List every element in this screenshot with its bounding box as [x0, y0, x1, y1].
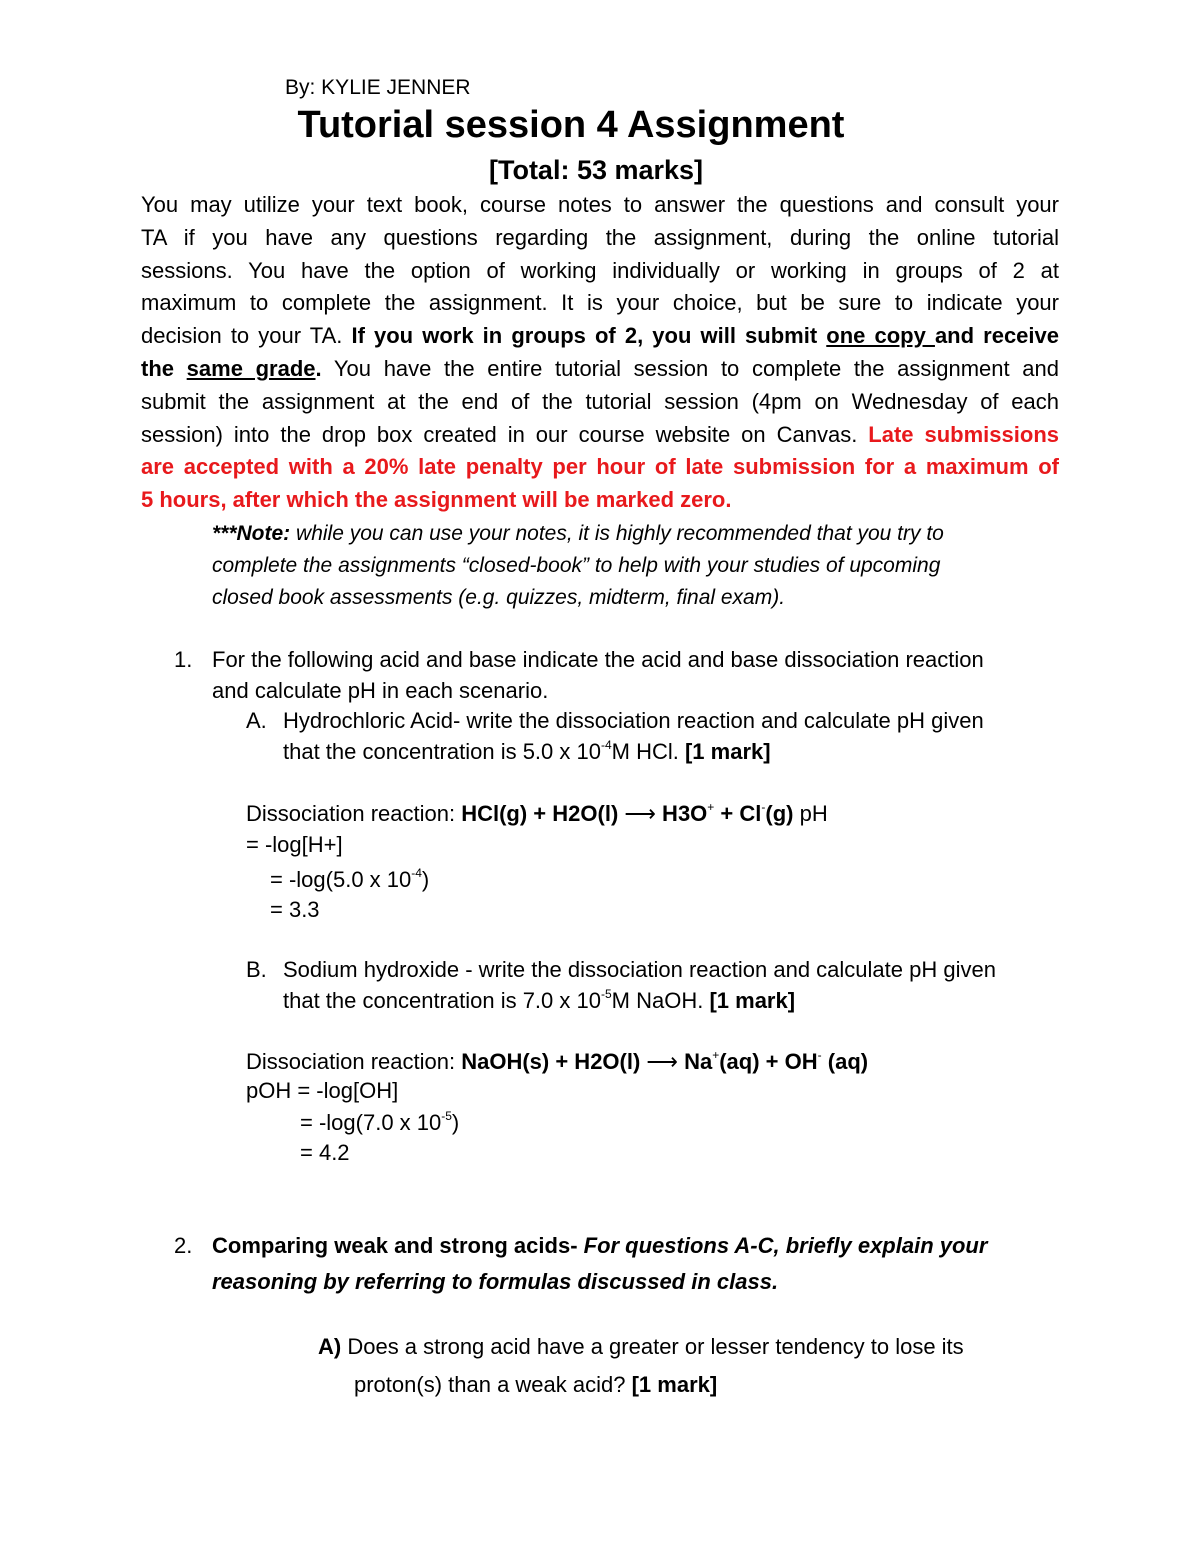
- note-prefix: ***Note:: [212, 522, 291, 545]
- intro-line-2: TA if you have any questions regarding the assignment, during the online tutorial: [141, 224, 1059, 250]
- q1a-reaction-label: Dissociation reaction:: [246, 801, 462, 826]
- q1b-mark: [1 mark]: [709, 988, 796, 1013]
- q1a-calc-1: = -log[H+]: [246, 832, 343, 857]
- q1a-calc-2: [270, 864, 429, 895]
- intro-line-6-a: the: [141, 355, 187, 381]
- q1a-calc-2-a: = -log(5.0 x 10: [270, 867, 412, 892]
- q1b-calc-2-exp: -5: [441, 1108, 452, 1123]
- q1a-reactants: HCl(g) + H2O(l): [461, 801, 625, 826]
- q1b-reaction: [246, 1046, 868, 1077]
- q1a-mark: [1 mark]: [684, 739, 771, 764]
- intro-line-3: sessions. You have the option of working individually or working in groups of 2 at: [141, 257, 1059, 283]
- late-policy-start: Late submissions: [868, 421, 1059, 447]
- intro-line-5-d: and receive: [934, 323, 1060, 349]
- note-line-3: closed book assessments (e.g. quizzes, midterm, final exam).: [212, 586, 786, 609]
- q1a-conc-text: that the concentration is 5.0 x 10: [283, 739, 601, 764]
- reaction-arrow-icon: ⟶: [646, 1049, 678, 1074]
- total-marks: [Total: 53 marks]: [488, 155, 704, 185]
- q1a-calc-2-exp: -4: [411, 865, 422, 880]
- instructions-paragraph: [141, 189, 1059, 517]
- late-policy-line-3: 5 hours, after which the assignment will be marked zero.: [141, 487, 732, 513]
- document-title: Tutorial session 4 Assignment: [297, 104, 845, 146]
- question-2-line-1: [212, 1230, 987, 1261]
- question-2-instruction-1: For questions A-C, briefly explain your: [577, 1233, 988, 1258]
- q1b-charge-1: +: [712, 1047, 720, 1062]
- q1a-calc-3: = 3.3: [270, 897, 320, 922]
- question-2a-letter: A): [318, 1334, 342, 1359]
- question-2a-line-1: [318, 1331, 964, 1362]
- question-1-line-1: For the following acid and base indicate the acid and base dissociation reaction: [212, 647, 984, 672]
- q1b-reactants: NaOH(s) + H2O(l): [461, 1049, 647, 1074]
- note-line-2: complete the assignments “closed-book” to help with your studies of upcoming: [212, 554, 941, 577]
- q1a-conc-unit: M HCl.: [611, 739, 685, 764]
- q1b-charge-2: -: [817, 1047, 822, 1062]
- intro-line-6-c: .: [315, 355, 322, 381]
- intro-line-8: [141, 419, 1059, 452]
- q1a-ph-label: pH: [793, 801, 828, 826]
- intro-line-5: [141, 320, 1059, 353]
- author-line: By: KYLIE JENNER: [285, 76, 471, 99]
- question-2a-text-2: proton(s) than a weak acid?: [354, 1372, 632, 1397]
- q1b-conc-unit: M NaOH.: [611, 988, 710, 1013]
- question-2-heading: Comparing weak and strong acids-: [212, 1233, 578, 1258]
- q1a-product-1: H3O: [655, 801, 708, 826]
- late-policy-line-2: are accepted with a 20% late penalty per hour of late submission for a maximum of: [141, 454, 1059, 480]
- question-2-number: 2.: [174, 1233, 193, 1258]
- question-2a-line-2: [354, 1369, 717, 1400]
- q1a-calc-2-b: ): [421, 867, 430, 892]
- question-1a-line-2: [283, 736, 771, 767]
- q1b-product-2-state: (aq): [821, 1049, 869, 1074]
- intro-line-4: maximum to complete the assignment. It is your choice, but be sure to indicate your: [141, 290, 1059, 316]
- intro-line-6: [141, 353, 1059, 386]
- intro-line-5-b: If you work in groups of 2, you will submit: [351, 323, 827, 349]
- reaction-arrow-icon: ⟶: [624, 801, 656, 826]
- intro-line-1: You may utilize your text book, course notes to answer the questions and consult your: [141, 192, 1059, 217]
- q1b-reaction-label: Dissociation reaction:: [246, 1049, 462, 1074]
- question-1a-letter: A.: [246, 708, 267, 733]
- q1b-product-1: Na: [677, 1049, 713, 1074]
- same-grade-emphasis: same grade: [186, 355, 316, 381]
- intro-line-7: submit the assignment at the end of the tutorial session (4pm on Wednesday of each: [141, 388, 1059, 414]
- question-1-number: 1.: [174, 647, 193, 672]
- note-block: [212, 518, 1052, 614]
- q1a-reaction: [246, 798, 828, 829]
- q1a-charge-2: -: [761, 799, 766, 814]
- intro-line-8-a: session) into the drop box created in our course website on Canvas.: [141, 421, 869, 447]
- q1b-exponent: -5: [600, 986, 612, 1001]
- q1b-calc-2: [300, 1107, 459, 1138]
- one-copy-emphasis: one copy: [826, 323, 935, 349]
- intro-line-6-d: You have the entire tutorial session to complete the assignment and: [321, 355, 1059, 381]
- question-1-line-2: and calculate pH in each scenario.: [212, 678, 549, 703]
- q1a-product-2: + Cl: [714, 801, 762, 826]
- q1b-calc-3: = 4.2: [300, 1140, 350, 1165]
- question-2a-mark: [1 mark]: [631, 1372, 718, 1397]
- intro-line-5-a: decision to your TA.: [141, 323, 352, 349]
- q1b-calc-2-b: ): [451, 1110, 460, 1135]
- q1a-charge-1: +: [707, 799, 715, 814]
- question-1b-line-2: [283, 985, 795, 1016]
- q1b-conc-text: that the concentration is 7.0 x 10: [283, 988, 601, 1013]
- question-1a-line-1: Hydrochloric Acid- write the dissociation reaction and calculate pH given: [283, 708, 984, 733]
- question-1b-letter: B.: [246, 957, 267, 982]
- note-line-1-text: while you can use your notes, it is highly recommended that you try to: [290, 522, 944, 545]
- q1b-product-2: (aq) + OH: [719, 1049, 818, 1074]
- question-1b-line-1: Sodium hydroxide - write the dissociation reaction and calculate pH given: [283, 957, 996, 982]
- question-2a-text-1: Does a strong acid have a greater or lesser tendency to lose its: [341, 1334, 964, 1359]
- q1b-calc-2-a: = -log(7.0 x 10: [300, 1110, 442, 1135]
- question-2-instruction-2: reasoning by referring to formulas discussed in class.: [212, 1269, 779, 1294]
- q1b-calc-1: pOH = -log[OH]: [246, 1078, 399, 1103]
- note-line-1: [212, 518, 1052, 550]
- q1a-exponent: -4: [600, 737, 612, 752]
- q1a-product-2-state: (g): [765, 801, 794, 826]
